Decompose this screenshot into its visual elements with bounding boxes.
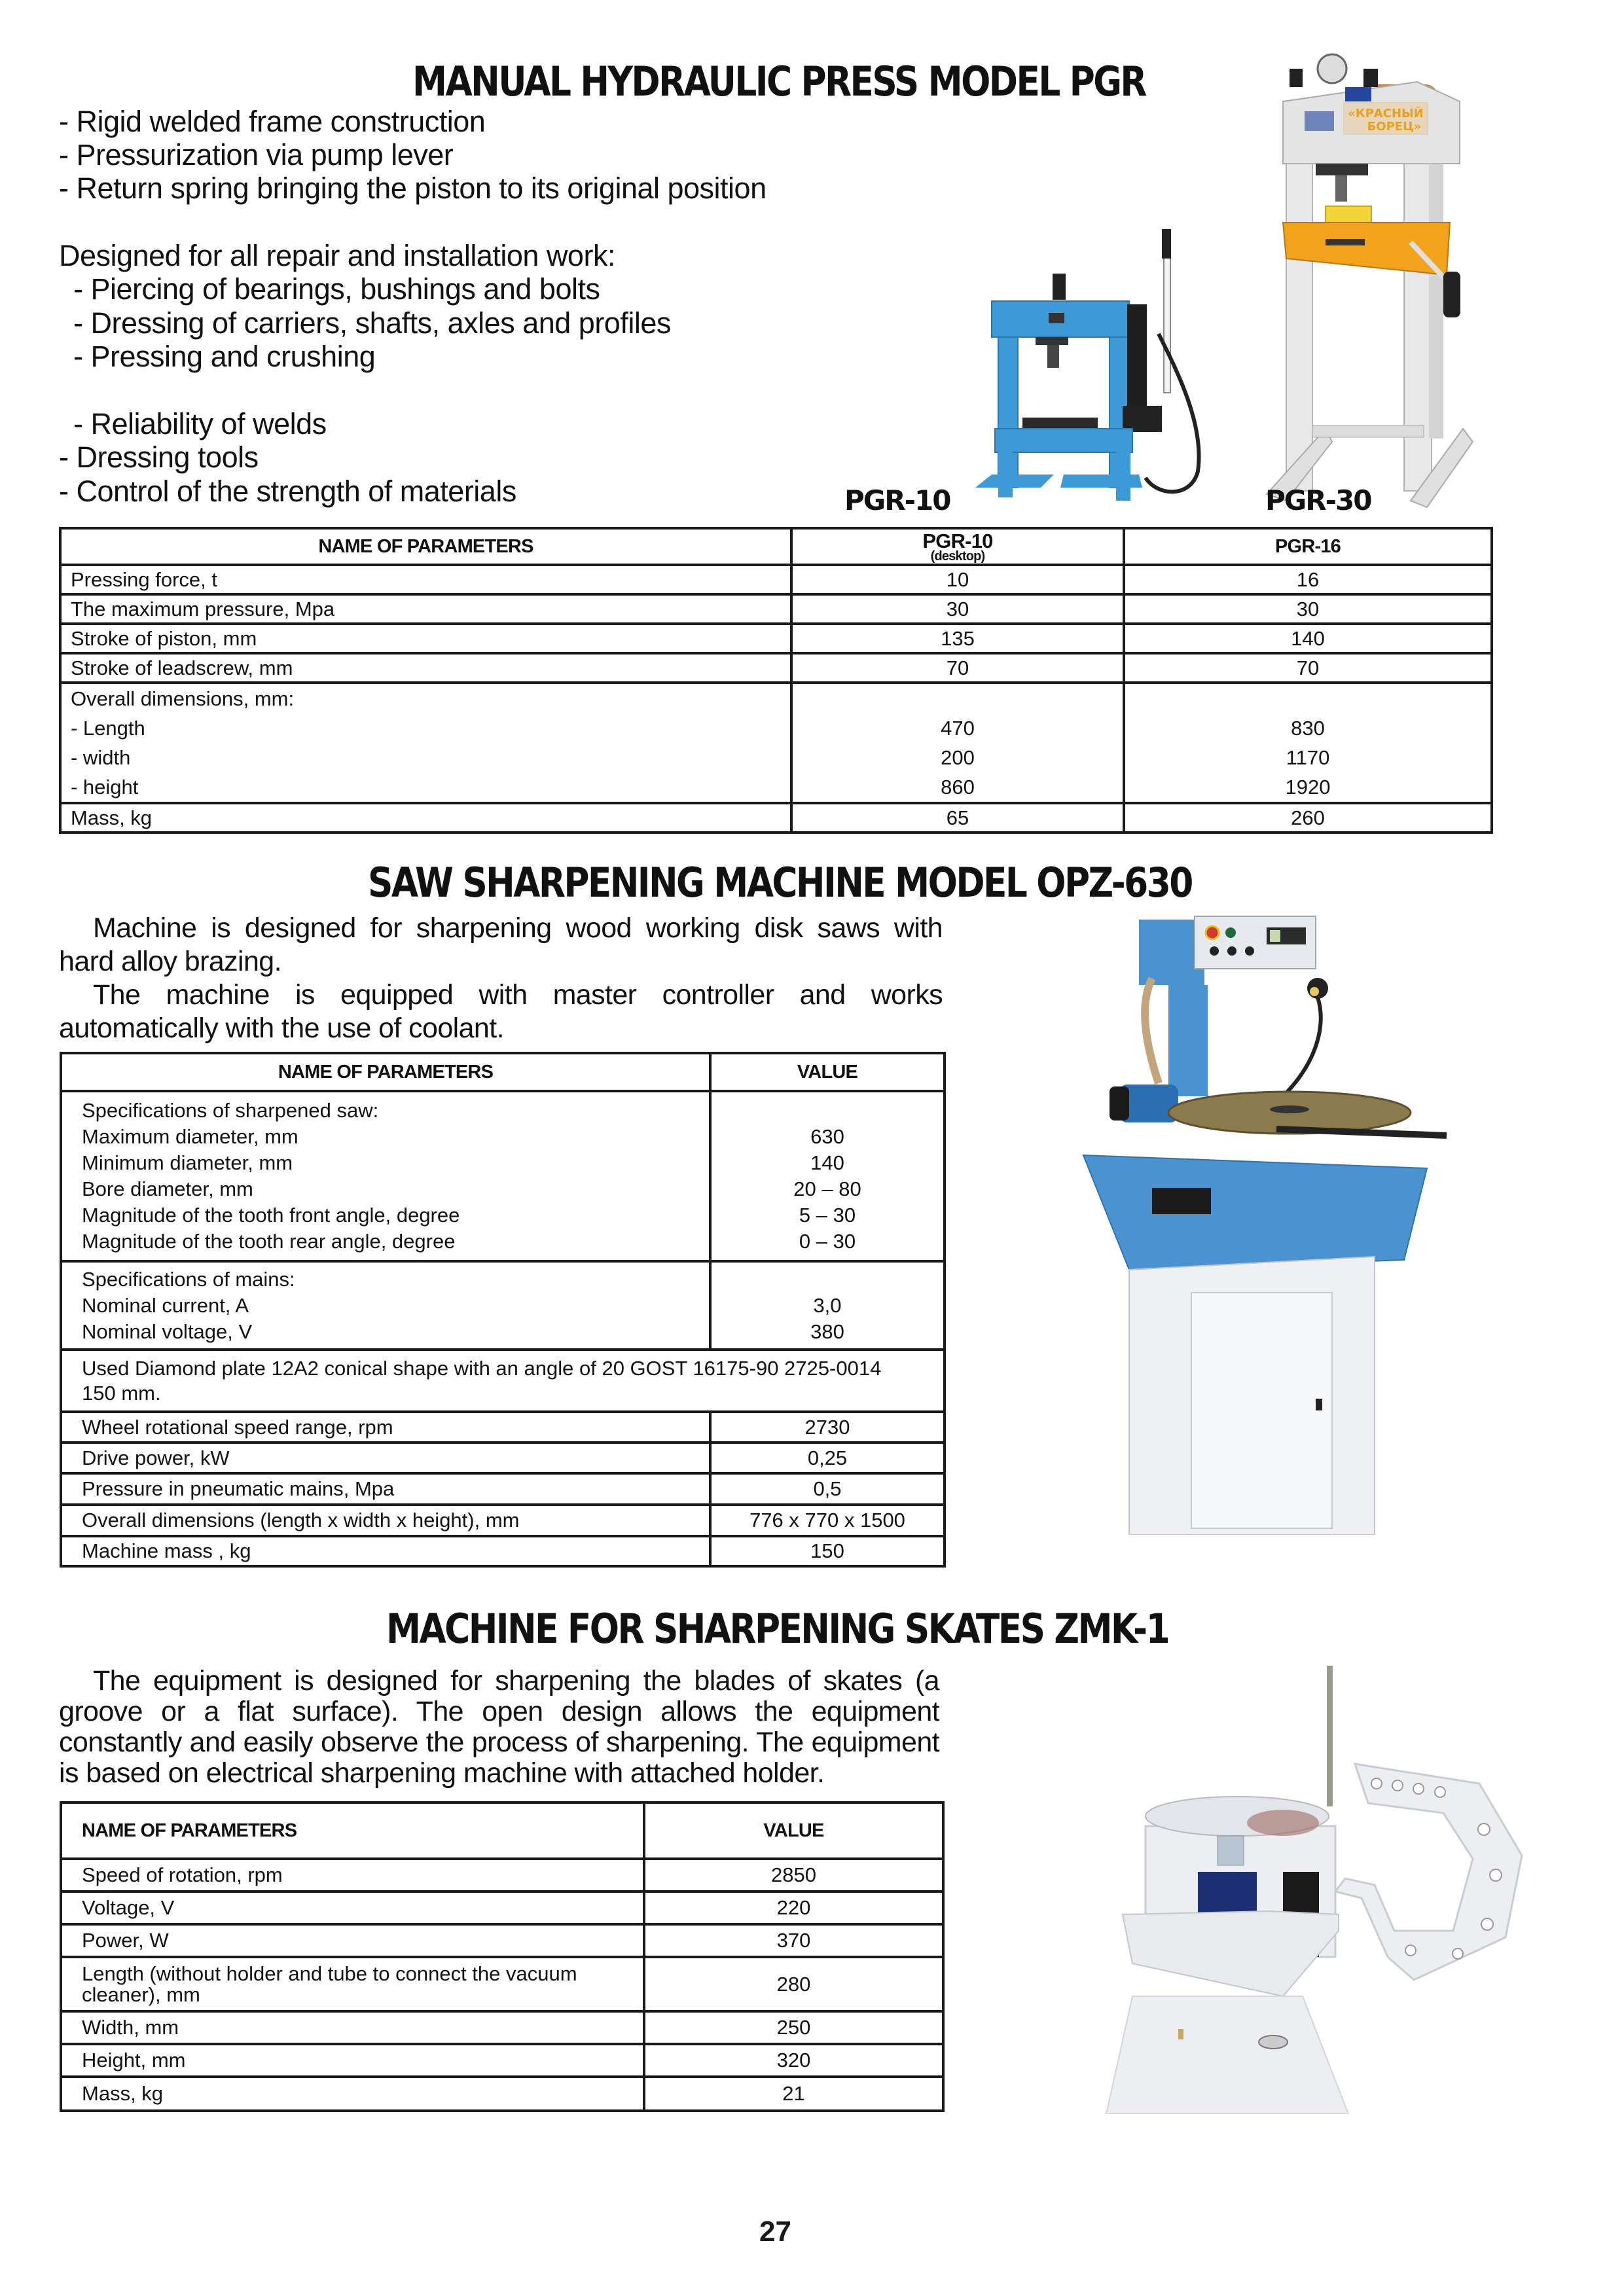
param-name: Power, W	[61, 1924, 644, 1957]
header-pgr-10	[791, 528, 1124, 565]
dims-names	[60, 683, 791, 803]
param-name: Overall dimensions (length x width x height), mm	[61, 1505, 710, 1536]
param-value: 21	[644, 2077, 943, 2111]
table-header-row	[61, 1053, 945, 1091]
image-label-pgr-30: PGR-30	[1265, 484, 1371, 516]
header-name-of-parameters: NAME OF PARAMETERS	[61, 1803, 644, 1859]
mains-spec-name: Nominal current, A	[82, 1293, 249, 1317]
press-spec-table	[59, 527, 1493, 834]
param-value: 776 x 770 x 1500	[710, 1505, 945, 1536]
table-row	[61, 2077, 943, 2111]
header-name-of-parameters: NAME OF PARAMETERS	[60, 528, 791, 565]
saw-spec-names	[61, 1091, 710, 1261]
dims-width: - width	[71, 746, 131, 769]
param-value: 220	[644, 1892, 943, 1924]
param-name: Height, mm	[61, 2044, 644, 2077]
section-title-saw-sharpening: SAW SHARPENING MACHINE MODEL OPZ-630	[368, 859, 1192, 906]
param-value: 2730	[710, 1412, 945, 1443]
table-row	[60, 653, 1492, 683]
param-value-pgr-10: 70	[791, 653, 1124, 683]
mains-spec-name: Nominal voltage, V	[82, 1319, 253, 1343]
designed-item: - Pressing and crushing	[73, 340, 376, 373]
designed-heading: Designed for all repair and installation work:	[59, 239, 615, 272]
header-pgr-16: PGR-16	[1124, 528, 1492, 565]
param-value-pgr-16: 70	[1124, 653, 1492, 683]
param-value-pgr-10: 135	[791, 624, 1124, 653]
param-value: 320	[644, 2044, 943, 2077]
param-name: Wheel rotational speed range, rpm	[61, 1412, 710, 1443]
table-row-saw-specs	[61, 1091, 945, 1261]
param-name: Length (without holder and tube to connect the vacuum cleaner), mm	[61, 1957, 644, 2011]
param-value: 2850	[644, 1859, 943, 1892]
header-pgr-10-label: PGR-10	[922, 529, 993, 552]
param-value-pgr-10: 65	[791, 803, 1124, 833]
table-row	[61, 1536, 945, 1566]
dims-length: - Length	[71, 717, 145, 740]
saw-spec-value: 0 – 30	[799, 1230, 856, 1253]
saw-spec-table	[60, 1052, 946, 1568]
param-value: 0,5	[710, 1473, 945, 1505]
param-name: Pressure in pneumatic mains, Mpa	[61, 1473, 710, 1505]
table-header-row	[61, 1803, 943, 1859]
mains-spec-value: 380	[810, 1319, 844, 1343]
param-value-pgr-10: 10	[791, 565, 1124, 594]
param-value: 370	[644, 1924, 943, 1957]
saw-spec-name: Maximum diameter, mm	[82, 1125, 298, 1148]
section-title-skates: MACHINE FOR SHARPENING SKATES ZMK-1	[386, 1605, 1169, 1653]
param-name: Pressing force, t	[60, 565, 791, 594]
dims-width-pgr-10: 200	[941, 746, 975, 769]
table-row	[61, 2044, 943, 2077]
skates-spec-table	[60, 1801, 945, 2112]
extra-item: - Control of the strength of materials	[59, 475, 516, 508]
param-value-pgr-16: 260	[1124, 803, 1492, 833]
param-name: Mass, kg	[61, 2077, 644, 2111]
param-value: 150	[710, 1536, 945, 1566]
param-value: 0,25	[710, 1443, 945, 1473]
param-value-pgr-10: 30	[791, 594, 1124, 624]
table-row	[61, 1443, 945, 1473]
pgr-30-press-image	[1247, 49, 1522, 514]
page-number: 27	[759, 2215, 791, 2248]
mains-spec-names	[61, 1261, 710, 1350]
pgr-10-press-image	[962, 229, 1250, 511]
dims-width-pgr-16: 1170	[1286, 746, 1330, 769]
saw-spec-value: 20 – 80	[793, 1177, 861, 1200]
saw-spec-value: 630	[810, 1125, 844, 1148]
saw-spec-name: Magnitude of the tooth front angle, degree	[82, 1204, 460, 1227]
section-title-hydraulic-press: MANUAL HYDRAULIC PRESS MODEL PGR	[412, 58, 1146, 105]
mains-spec-values	[710, 1261, 945, 1350]
extra-item: - Dressing tools	[59, 440, 259, 474]
saw-description-p1	[59, 912, 943, 978]
param-value: 250	[644, 2011, 943, 2044]
param-name: Machine mass , kg	[61, 1536, 710, 1566]
dims-height: - height	[71, 776, 139, 798]
param-name: The maximum pressure, Mpa	[60, 594, 791, 624]
saw-spec-value: 5 – 30	[799, 1204, 856, 1227]
image-label-pgr-10: PGR-10	[844, 484, 950, 516]
feature-item: - Return spring bringing the piston to its original position	[59, 171, 767, 205]
header-value: VALUE	[644, 1803, 943, 1859]
dims-heading: Overall dimensions, mm:	[71, 687, 295, 710]
mains-spec-heading: Specifications of mains:	[82, 1267, 295, 1291]
dims-height-pgr-16: 1920	[1285, 776, 1331, 798]
table-row-dimensions	[60, 683, 1492, 803]
opz-630-machine-image	[1080, 913, 1564, 1535]
param-name: Drive power, kW	[61, 1443, 710, 1473]
diamond-note: Used Diamond plate 12A2 conical shape with an angle of 20 GOST 16175-90 2725-0014 150 mm.	[61, 1350, 945, 1412]
skates-description	[59, 1666, 939, 1789]
saw-spec-values	[710, 1091, 945, 1261]
param-name: Stroke of leadscrew, mm	[60, 653, 791, 683]
header-pgr-10-sub: (desktop)	[930, 548, 985, 564]
table-row	[60, 565, 1492, 594]
table-row	[61, 2011, 943, 2044]
param-name: Stroke of piston, mm	[60, 624, 791, 653]
saw-spec-name: Bore diameter, mm	[82, 1177, 253, 1200]
header-name-of-parameters: NAME OF PARAMETERS	[61, 1053, 710, 1091]
svg-text:БОРЕЦ»: БОРЕЦ»	[1367, 120, 1422, 134]
svg-text:«КРАСНЫЙ: «КРАСНЫЙ	[1348, 107, 1424, 120]
param-value-pgr-16: 140	[1124, 624, 1492, 653]
table-row	[61, 1473, 945, 1505]
designed-item: - Piercing of bearings, bushings and bolts	[73, 272, 600, 306]
table-row	[60, 594, 1492, 624]
saw-description-p1-text: Machine is designed for sharpening wood working disk saws with hard alloy brazing.	[59, 912, 943, 977]
krasny-borets-logo	[1344, 103, 1428, 134]
table-row	[61, 1412, 945, 1443]
table-header-row	[60, 528, 1492, 565]
param-value-pgr-16: 30	[1124, 594, 1492, 624]
saw-spec-value: 140	[810, 1151, 844, 1174]
table-row	[61, 1505, 945, 1536]
saw-description	[59, 912, 943, 1045]
param-name: Voltage, V	[61, 1892, 644, 1924]
table-row	[60, 624, 1492, 653]
param-name: Mass, kg	[60, 803, 791, 833]
dims-length-pgr-16: 830	[1291, 717, 1325, 740]
saw-description-p2	[59, 978, 943, 1045]
param-value: 280	[644, 1957, 943, 2011]
feature-item: - Rigid welded frame construction	[59, 105, 486, 138]
dims-values-pgr-16	[1124, 683, 1492, 803]
table-row	[61, 1924, 943, 1957]
mains-spec-value: 3,0	[813, 1293, 842, 1317]
saw-spec-name: Magnitude of the tooth rear angle, degree	[82, 1230, 456, 1253]
table-row	[61, 1892, 943, 1924]
feature-item: - Pressurization via pump lever	[59, 138, 454, 171]
skates-description-text: The equipment is designed for sharpening the blades of skates (a groove or a flat surface). The open design allows the equipment constantly and easily observe the process of sharpening. The equipment is based on electrical sharpening machine with attached holder.	[59, 1665, 939, 1789]
dims-length-pgr-10: 470	[941, 717, 975, 740]
saw-spec-heading: Specifications of sharpened saw:	[82, 1099, 379, 1122]
table-row-mains-specs	[61, 1261, 945, 1350]
table-row	[61, 1957, 943, 2011]
designed-item: - Dressing of carriers, shafts, axles and profiles	[73, 306, 671, 340]
param-value-pgr-16: 16	[1124, 565, 1492, 594]
saw-spec-name: Minimum diameter, mm	[82, 1151, 293, 1174]
param-name: Speed of rotation, rpm	[61, 1859, 644, 1892]
dims-values-pgr-10	[791, 683, 1124, 803]
param-name: Width, mm	[61, 2011, 644, 2044]
table-row	[61, 1859, 943, 1892]
header-value: VALUE	[710, 1053, 945, 1091]
zmk-1-machine-image	[1087, 1656, 1532, 2114]
dims-height-pgr-10: 860	[941, 776, 975, 798]
table-row	[60, 803, 1492, 833]
extra-item: - Reliability of welds	[73, 407, 327, 440]
table-row-diamond-note	[61, 1350, 945, 1412]
saw-description-p2-text: The machine is equipped with master controller and works automatically with the use of coolant.	[59, 979, 943, 1044]
